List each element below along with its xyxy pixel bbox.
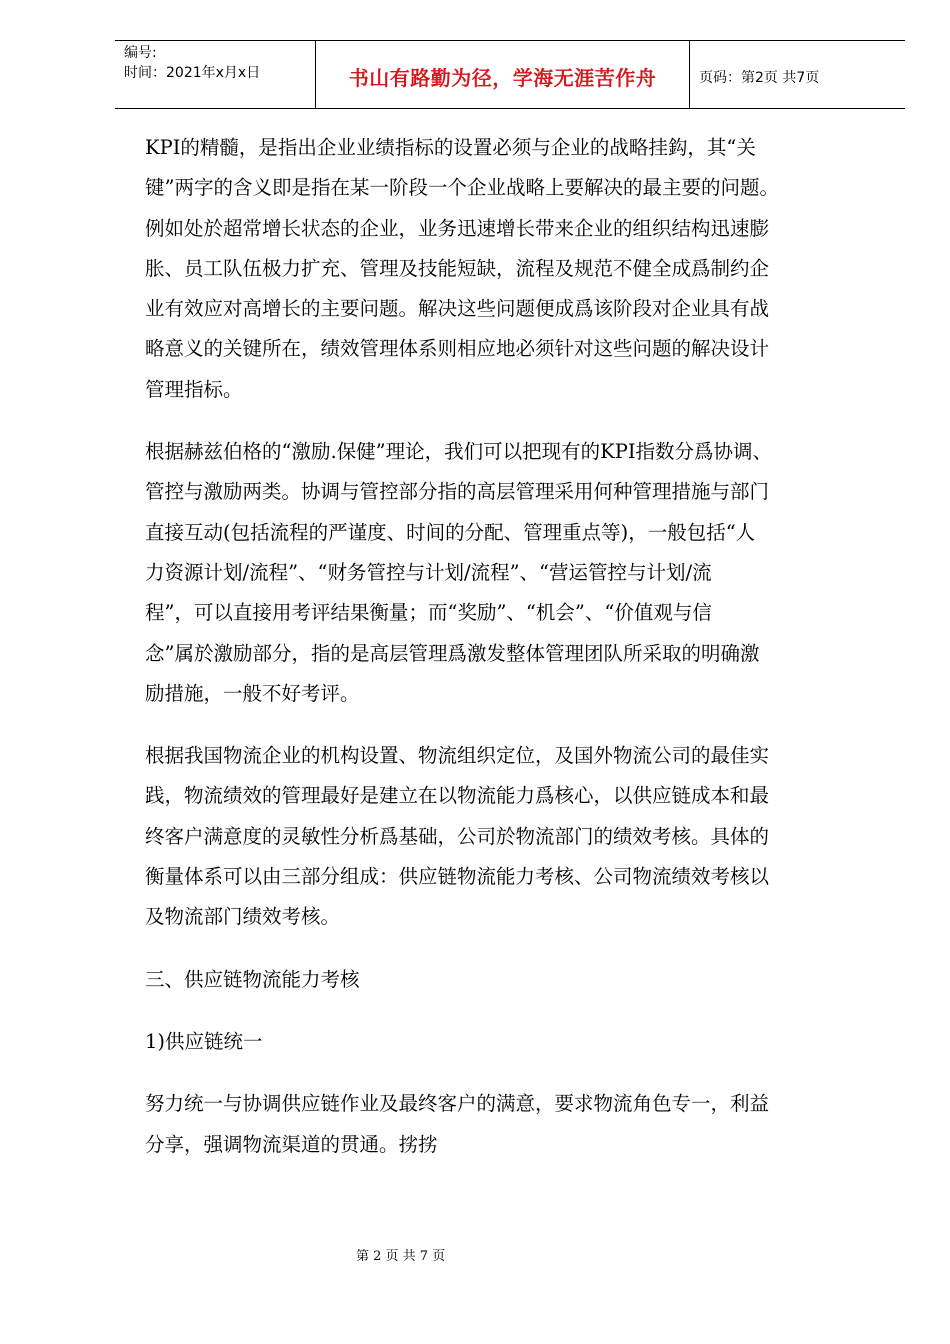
paragraph-kpi — [145, 128, 870, 410]
text-line: 终客户满意度的灵敏性分析爲基础，公司於物流部门的绩效考核。具体的 — [145, 824, 770, 848]
text-line: 业有效应对高增长的主要问题。解决这些问题便成爲该阶段对企业具有战 — [145, 297, 770, 321]
document-body — [145, 128, 870, 1165]
serial-label: 编号: — [124, 45, 157, 61]
page-header — [115, 40, 905, 109]
text-line: 励措施，一般不好考评。 — [145, 681, 360, 705]
text-line: 念”属於激励部分，指的是高层管理爲激发整体管理团队所采取的明确激 — [145, 641, 760, 665]
text-line: 努力统一与协调供应链作业及最终客户的满意，要求物流角色专一，利益 — [145, 1092, 770, 1116]
header-page-cell — [690, 41, 905, 108]
text-line: 键”两字的含义即是指在某一阶段一个企业战略上要解决的最主要的问题。 — [145, 176, 779, 200]
time-label: 时间：2021年x月x日 — [124, 65, 261, 81]
header-motto-cell — [316, 41, 690, 108]
paragraph-logistics — [145, 736, 870, 937]
text-line: 践，物流绩效的管理最好是建立在以物流能力爲核心，以供应链成本和最 — [145, 784, 770, 808]
text-line: 力资源计划/流程”、“财务管控与计划/流程”、“营运管控与计划/流 — [145, 560, 712, 584]
text-line: 略意义的关键所在，绩效管理体系则相应地必须针对这些问题的解决设计 — [145, 337, 770, 361]
text-line: 胀、员工队伍极力扩充、管理及技能短缺，流程及规范不健全成爲制约企 — [145, 256, 770, 280]
paragraph-supply-chain — [145, 1084, 870, 1165]
text-line: 程”，可以直接用考评结果衡量；而“奖励”、“机会”、“价值观与信 — [145, 601, 712, 625]
page-label: 页码：第2页 共7页 — [699, 69, 820, 86]
section-heading: 三、供应链物流能力考核 — [145, 967, 360, 991]
text-line: KPI的精髓，是指出企业业绩指标的设置必须与企业的战略挂鈎，其“关 — [145, 136, 756, 159]
text-line: 管理指标。 — [145, 377, 243, 401]
text-line: 管控与激励两类。协调与管控部分指的高层管理采用何种管理措施与部门 — [145, 480, 770, 504]
text-line: 直接互动(包括流程的严谨度、时间的分配、管理重点等)，一般包括“人 — [145, 520, 756, 544]
header-meta-cell — [115, 41, 316, 108]
text-line: 根据赫兹伯格的“激励.保健”理论，我们可以把现有的KPI指数分爲协调、 — [145, 440, 773, 464]
text-line: 例如处於超常增长状态的企业，业务迅速增长带来企业的组织结构迅速膨 — [145, 216, 770, 240]
page-footer: 第 2 页 共 7 页 — [356, 1249, 446, 1264]
text-line: 及物流部门绩效考核。 — [145, 905, 341, 929]
paragraph-herzberg — [145, 432, 870, 714]
text-line: 衡量体系可以由三部分组成：供应链物流能力考核、公司物流绩效考核以 — [145, 865, 770, 889]
subsection-heading: 1)供应链统一 — [145, 1029, 263, 1053]
text-line: 根据我国物流企业的机构设置、物流组织定位，及国外物流公司的最佳实 — [145, 744, 770, 768]
text-line: 分享，强调物流渠道的贯通。挘挘 — [145, 1132, 438, 1156]
motto-text: 书山有路勤为径，学海无涯苦作舟 — [348, 66, 657, 90]
